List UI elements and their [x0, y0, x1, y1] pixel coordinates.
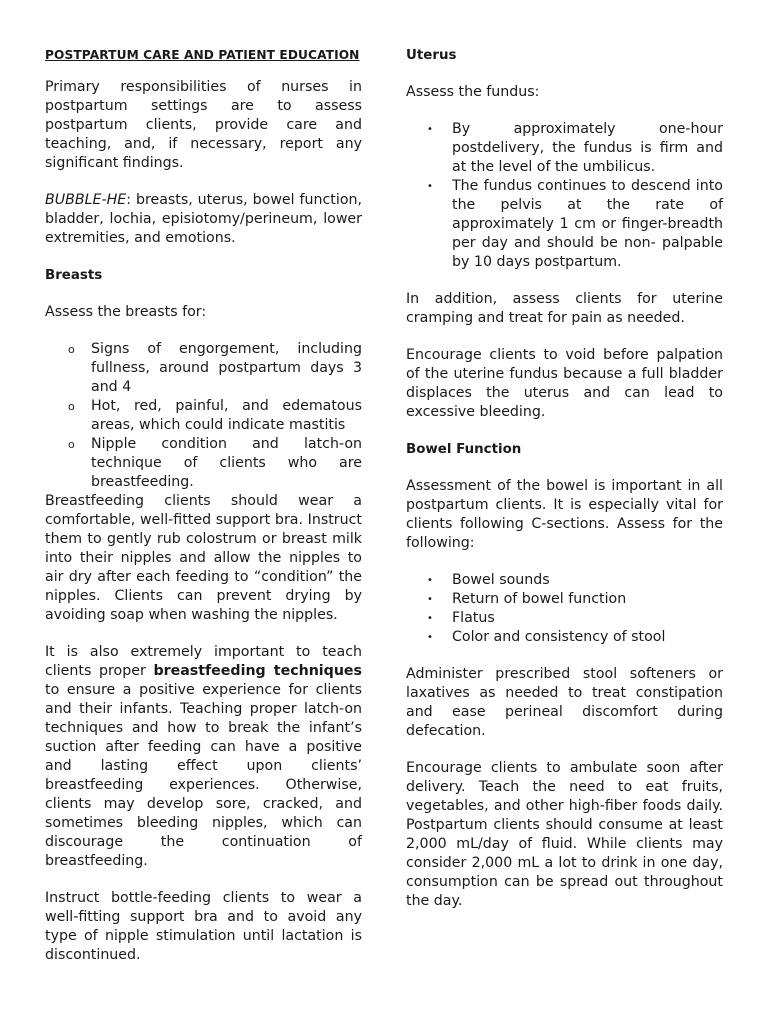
- bubble-he-paragraph: [45, 191, 362, 248]
- bullet-icon: •: [427, 575, 433, 586]
- right-column: [406, 46, 723, 911]
- breasts-list: [45, 340, 362, 492]
- intro-paragraph: Primary responsibilities of nurses in postpartum settings are to assess postpartum clients, provide care and teaching, and, if necessary, report any significant findings.: [45, 79, 362, 171]
- list-item: • Flatus: [427, 610, 495, 626]
- uterus-list: [406, 120, 723, 272]
- cramping-paragraph: In addition, assess clients for uterine cramping and treat for pain as needed.: [406, 291, 723, 326]
- breasts-heading: Breasts: [45, 268, 103, 283]
- list-item: • By approximately one-hour postdelivery, the fundus is firm and at the level of the umbilicus.: [427, 121, 723, 175]
- list-item: o Hot, red, painful, and edematous areas, which could indicate mastitis: [68, 398, 362, 433]
- bowel-list: [406, 571, 723, 647]
- uterus-heading: Uterus: [406, 48, 457, 63]
- document-title: POSTPARTUM CARE AND PATIENT EDUCATION: [45, 48, 360, 62]
- bullet-icon: •: [427, 181, 433, 192]
- void-paragraph: Encourage clients to void before palpation of the uterine fundus because a full bladder displaces the uterus and can lead to excessive bleeding.: [406, 347, 723, 420]
- bowel-intro-paragraph: Assessment of the bowel is important in all postpartum clients. It is especially vital for clients following C-sections. Assess for the following:: [406, 478, 723, 551]
- bullet-icon: •: [427, 613, 433, 624]
- bowel-function-heading: Bowel Function: [406, 442, 522, 457]
- bubble-he-text: : breasts, uterus, bowel function, bladder, lochia, episiotomy/perineum, lower extremities, and emotions.: [45, 192, 362, 246]
- uterus-assess-text: Assess the fundus:: [406, 84, 540, 100]
- bullet-icon: •: [427, 594, 433, 605]
- list-item: • Color and consistency of stool: [427, 629, 666, 645]
- teaching-paragraph: It is also extremely important to teach clients proper breastfeeding techniques to ensure a positive experience for clients and their infants. Teaching proper latch-on techniques and how to break the infant’s suction after feeding can have a positive and lasting effect upon clients’ breastfeeding experiences. Otherwise, clients may develop sore, cracked, and sometimes bleeding nipples, which can discourage the continuation of breastfeeding.: [45, 644, 362, 869]
- circle-bullet-icon: o: [68, 343, 75, 356]
- list-item: • Return of bowel function: [427, 591, 627, 607]
- breastfeeding-techniques-emphasis: breastfeeding techniques: [153, 663, 362, 679]
- ambulate-paragraph: Encourage clients to ambulate soon after delivery. Teach the need to eat fruits, vegetables, and other high-fiber foods daily. Postpartum clients should consume at least 2,000 mL/day of fluid. While clients may consider 2,000 mL a lot to drink in one day, consumption can be spread out throughout the day.: [406, 760, 723, 909]
- circle-bullet-icon: o: [68, 400, 75, 413]
- bottle-feeding-paragraph: Instruct bottle-feeding clients to wear a well-fitting support bra and to avoid any type of nipple stimulation until lactation is discontinued.: [45, 890, 362, 963]
- breastfeeding-paragraph: Breastfeeding clients should wear a comfortable, well-fitted support bra. Instruct them to gently rub colostrum or breast milk into their nipples and allow the nipples to air dry after each feeding to “condition” the nipples. Clients can prevent drying by avoiding soap when washing the nipples.: [45, 493, 362, 623]
- bullet-icon: •: [427, 632, 433, 643]
- left-column: [45, 46, 362, 965]
- bullet-icon: •: [427, 124, 433, 135]
- breasts-assess-text: Assess the breasts for:: [45, 304, 207, 320]
- list-item: • Bowel sounds: [427, 572, 550, 588]
- circle-bullet-icon: o: [68, 438, 75, 451]
- stool-softener-paragraph: Administer prescribed stool softeners or laxatives as needed to treat constipation and ease perineal discomfort during defecation.: [406, 666, 723, 739]
- list-item: o Signs of engorgement, including fullness, around postpartum days 3 and 4: [68, 341, 362, 395]
- list-item: • The fundus continues to descend into the pelvis at the rate of approximately 1 cm or finger-breadth per day and should be non- palpable by 10 days postpartum.: [427, 178, 723, 270]
- bubble-he-label: BUBBLE-HE: [45, 192, 127, 208]
- list-item: o Nipple condition and latch-on technique of clients who are breastfeeding.: [68, 436, 362, 490]
